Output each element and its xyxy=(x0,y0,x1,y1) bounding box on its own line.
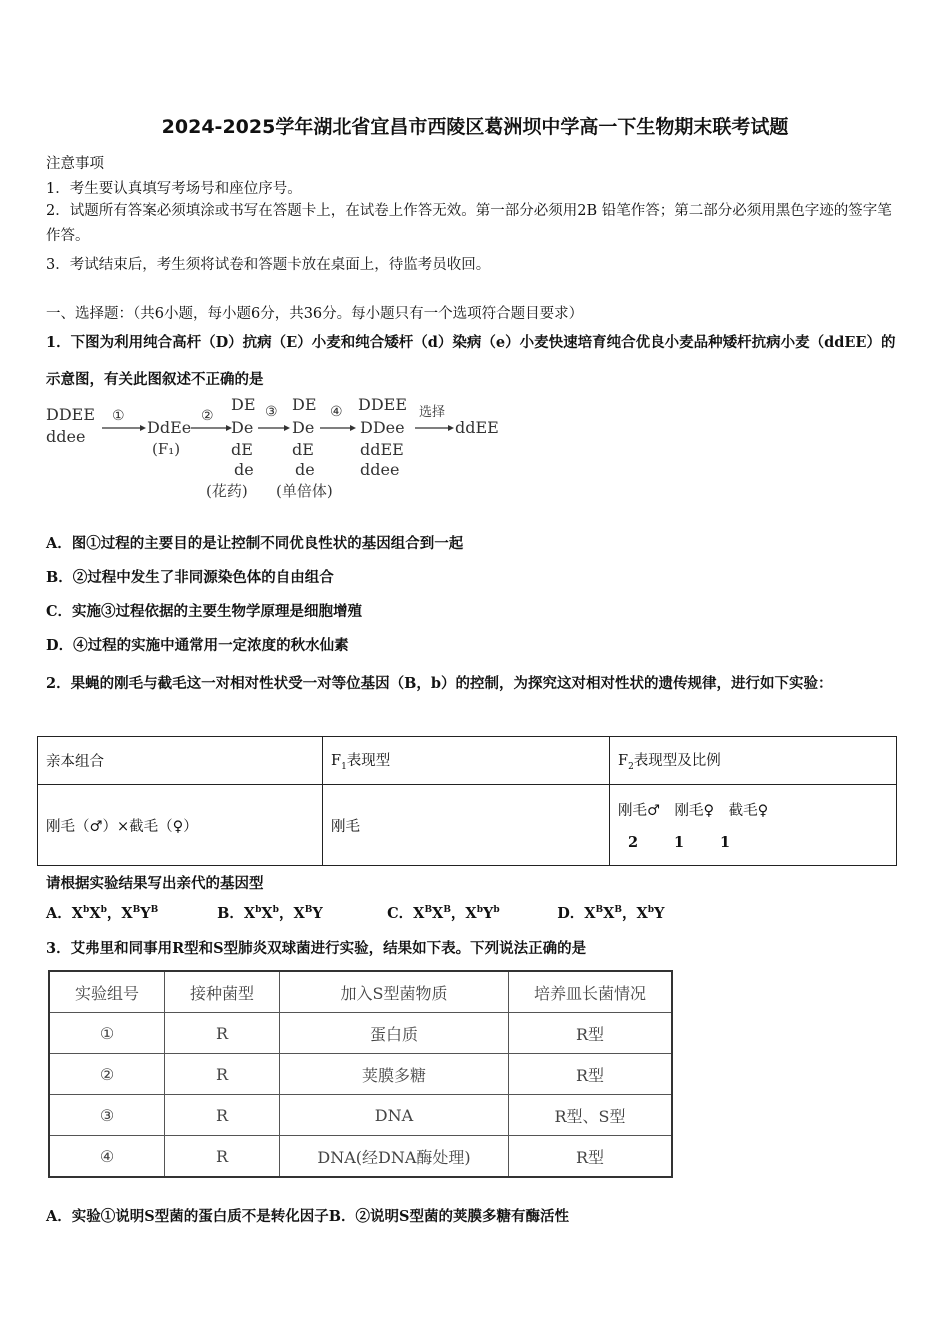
option-d: D．④过程的实施中通常用一定浓度的秋水仙素 xyxy=(46,637,349,654)
table-header: 实验组号 xyxy=(49,971,165,1013)
notice-item: 2．试题所有答案必须填涂或书写在答题卡上，在试卷上作答无效。第一部分必须用2B 铅笔作答；第二部分必须用黑色字迹的签字笔作答。 xyxy=(46,203,892,244)
notice-item: 1．考生要认真填写考场号和座位序号。 xyxy=(46,181,302,197)
step-label: ③ xyxy=(265,404,278,420)
haploid-genotype: de xyxy=(295,460,315,479)
q3-options: A．实验①说明S型菌的蛋白质不是转化因子B．②说明S型菌的荚膜多糖有酶活性 xyxy=(46,1208,569,1225)
table-cell: DNA(经DNA酶处理) xyxy=(280,1136,509,1178)
option-a: A．图①过程的主要目的是让控制不同优良性状的基因组合到一起 xyxy=(46,535,464,552)
table-cell: R型 xyxy=(509,1054,673,1095)
table-cell: ③ xyxy=(49,1095,165,1136)
step-label: ② xyxy=(201,408,214,424)
step-label: ① xyxy=(112,408,125,424)
parent-genotype: DDEE xyxy=(46,405,96,424)
table-cell: 刚毛♂ 刚毛♀ 截毛♀ 2 1 1 xyxy=(610,785,897,866)
table-header: 接种菌型 xyxy=(165,971,280,1013)
option-b: B．②过程中发生了非同源染色体的自由组合 xyxy=(46,569,334,586)
table-cell: R xyxy=(165,1136,280,1178)
table-cell: 荚膜多糖 xyxy=(280,1054,509,1095)
table-cell: 蛋白质 xyxy=(280,1013,509,1054)
diploid-genotype: DDee xyxy=(360,418,405,437)
q2-options xyxy=(46,902,664,923)
table-header: 培养皿长菌情况 xyxy=(509,971,673,1013)
pollen-genotype: De xyxy=(231,418,254,437)
pollen-label: (花药) xyxy=(206,482,248,500)
q3-table xyxy=(48,970,673,1178)
question-3-stem: 3．艾弗里和同事用R型和S型肺炎双球菌进行实验，结果如下表。下列说法正确的是 xyxy=(46,940,587,957)
option-d: D．$X^BX^B$，$X^bY$ xyxy=(557,905,665,922)
table-cell: 刚毛（♂）×截毛（♀） xyxy=(38,785,323,866)
notice-item: 3．考试结束后，考生须将试卷和答题卡放在桌面上，待监考员收回。 xyxy=(46,257,491,273)
step-label: ④ xyxy=(330,404,343,420)
question-1-stem: 1．下图为利用纯合高杆（D）抗病（E）小麦和纯合矮杆（d）染病（e）小麦快速培育纯合优良小麦品种矮杆抗病小麦（ddEE）的示意图，有关此图叙述不正确的是 xyxy=(46,334,896,388)
question-2-stem: 2．果蝇的刚毛与截毛这一对相对性状受一对等位基因（B，b）的控制，为探究这对相对性状的遗传规律，进行如下实验： xyxy=(46,675,833,692)
parent-genotype: ddee xyxy=(46,427,86,446)
table-cell: DNA xyxy=(280,1095,509,1136)
select-label: 选择 xyxy=(419,405,446,420)
q2-table xyxy=(37,736,897,866)
table-cell: ① xyxy=(49,1013,165,1054)
pollen-genotype: DE xyxy=(231,395,256,414)
table-cell: R型、S型 xyxy=(509,1095,673,1136)
haploid-genotype: DE xyxy=(292,395,317,414)
f1-genotype: DdEe xyxy=(147,418,192,437)
breeding-diagram xyxy=(44,392,514,504)
table-row xyxy=(49,1054,672,1095)
pollen-genotype: dE xyxy=(231,440,253,459)
table-header: 亲本组合 xyxy=(38,737,323,785)
diploid-genotype: ddee xyxy=(360,460,400,479)
pollen-genotype: de xyxy=(234,460,254,479)
table-row xyxy=(49,1013,672,1054)
option-a: A．$X^bX^b$，$X^BY^B$ xyxy=(46,905,159,922)
diploid-genotype: DDEE xyxy=(358,395,408,414)
table-cell: ② xyxy=(49,1054,165,1095)
table-header: 加入S型菌物质 xyxy=(280,971,509,1013)
haploid-label: (单倍体) xyxy=(276,482,333,500)
option-c: C．实施③过程依据的主要生物学原理是细胞增殖 xyxy=(46,603,363,620)
diploid-genotype: ddEE xyxy=(360,440,404,459)
haploid-genotype: dE xyxy=(292,440,314,459)
question-2-ask: 请根据实验结果写出亲代的基因型 xyxy=(46,875,264,892)
f1-label: (F₁) xyxy=(152,440,181,458)
table-cell: R xyxy=(165,1054,280,1095)
table-cell: R xyxy=(165,1013,280,1054)
table-row xyxy=(49,1095,672,1136)
table-header: $F_2$表现型及比例 xyxy=(610,737,897,785)
table-row xyxy=(49,1136,672,1178)
table-cell: ④ xyxy=(49,1136,165,1178)
table-cell: R xyxy=(165,1095,280,1136)
option-b: B．$X^bX^b$，$X^BY$ xyxy=(217,905,323,922)
section-heading: 一、选择题：（共6小题，每小题6分，共36分。每小题只有一个选项符合题目要求） xyxy=(46,306,584,322)
notice-heading: 注意事项 xyxy=(46,156,104,172)
option-c: C．$X^BX^B$，$X^bY^b$ xyxy=(387,905,500,922)
page-title: 2024-2025学年湖北省宜昌市西陵区葛洲坝中学高一下生物期末联考试题 xyxy=(161,116,789,138)
table-cell: R型 xyxy=(509,1136,673,1178)
haploid-genotype: De xyxy=(292,418,315,437)
table-cell: R型 xyxy=(509,1013,673,1054)
result-genotype: ddEE xyxy=(455,418,499,437)
table-header: $F_1$表现型 xyxy=(323,737,610,785)
table-cell: 刚毛 xyxy=(323,785,610,866)
